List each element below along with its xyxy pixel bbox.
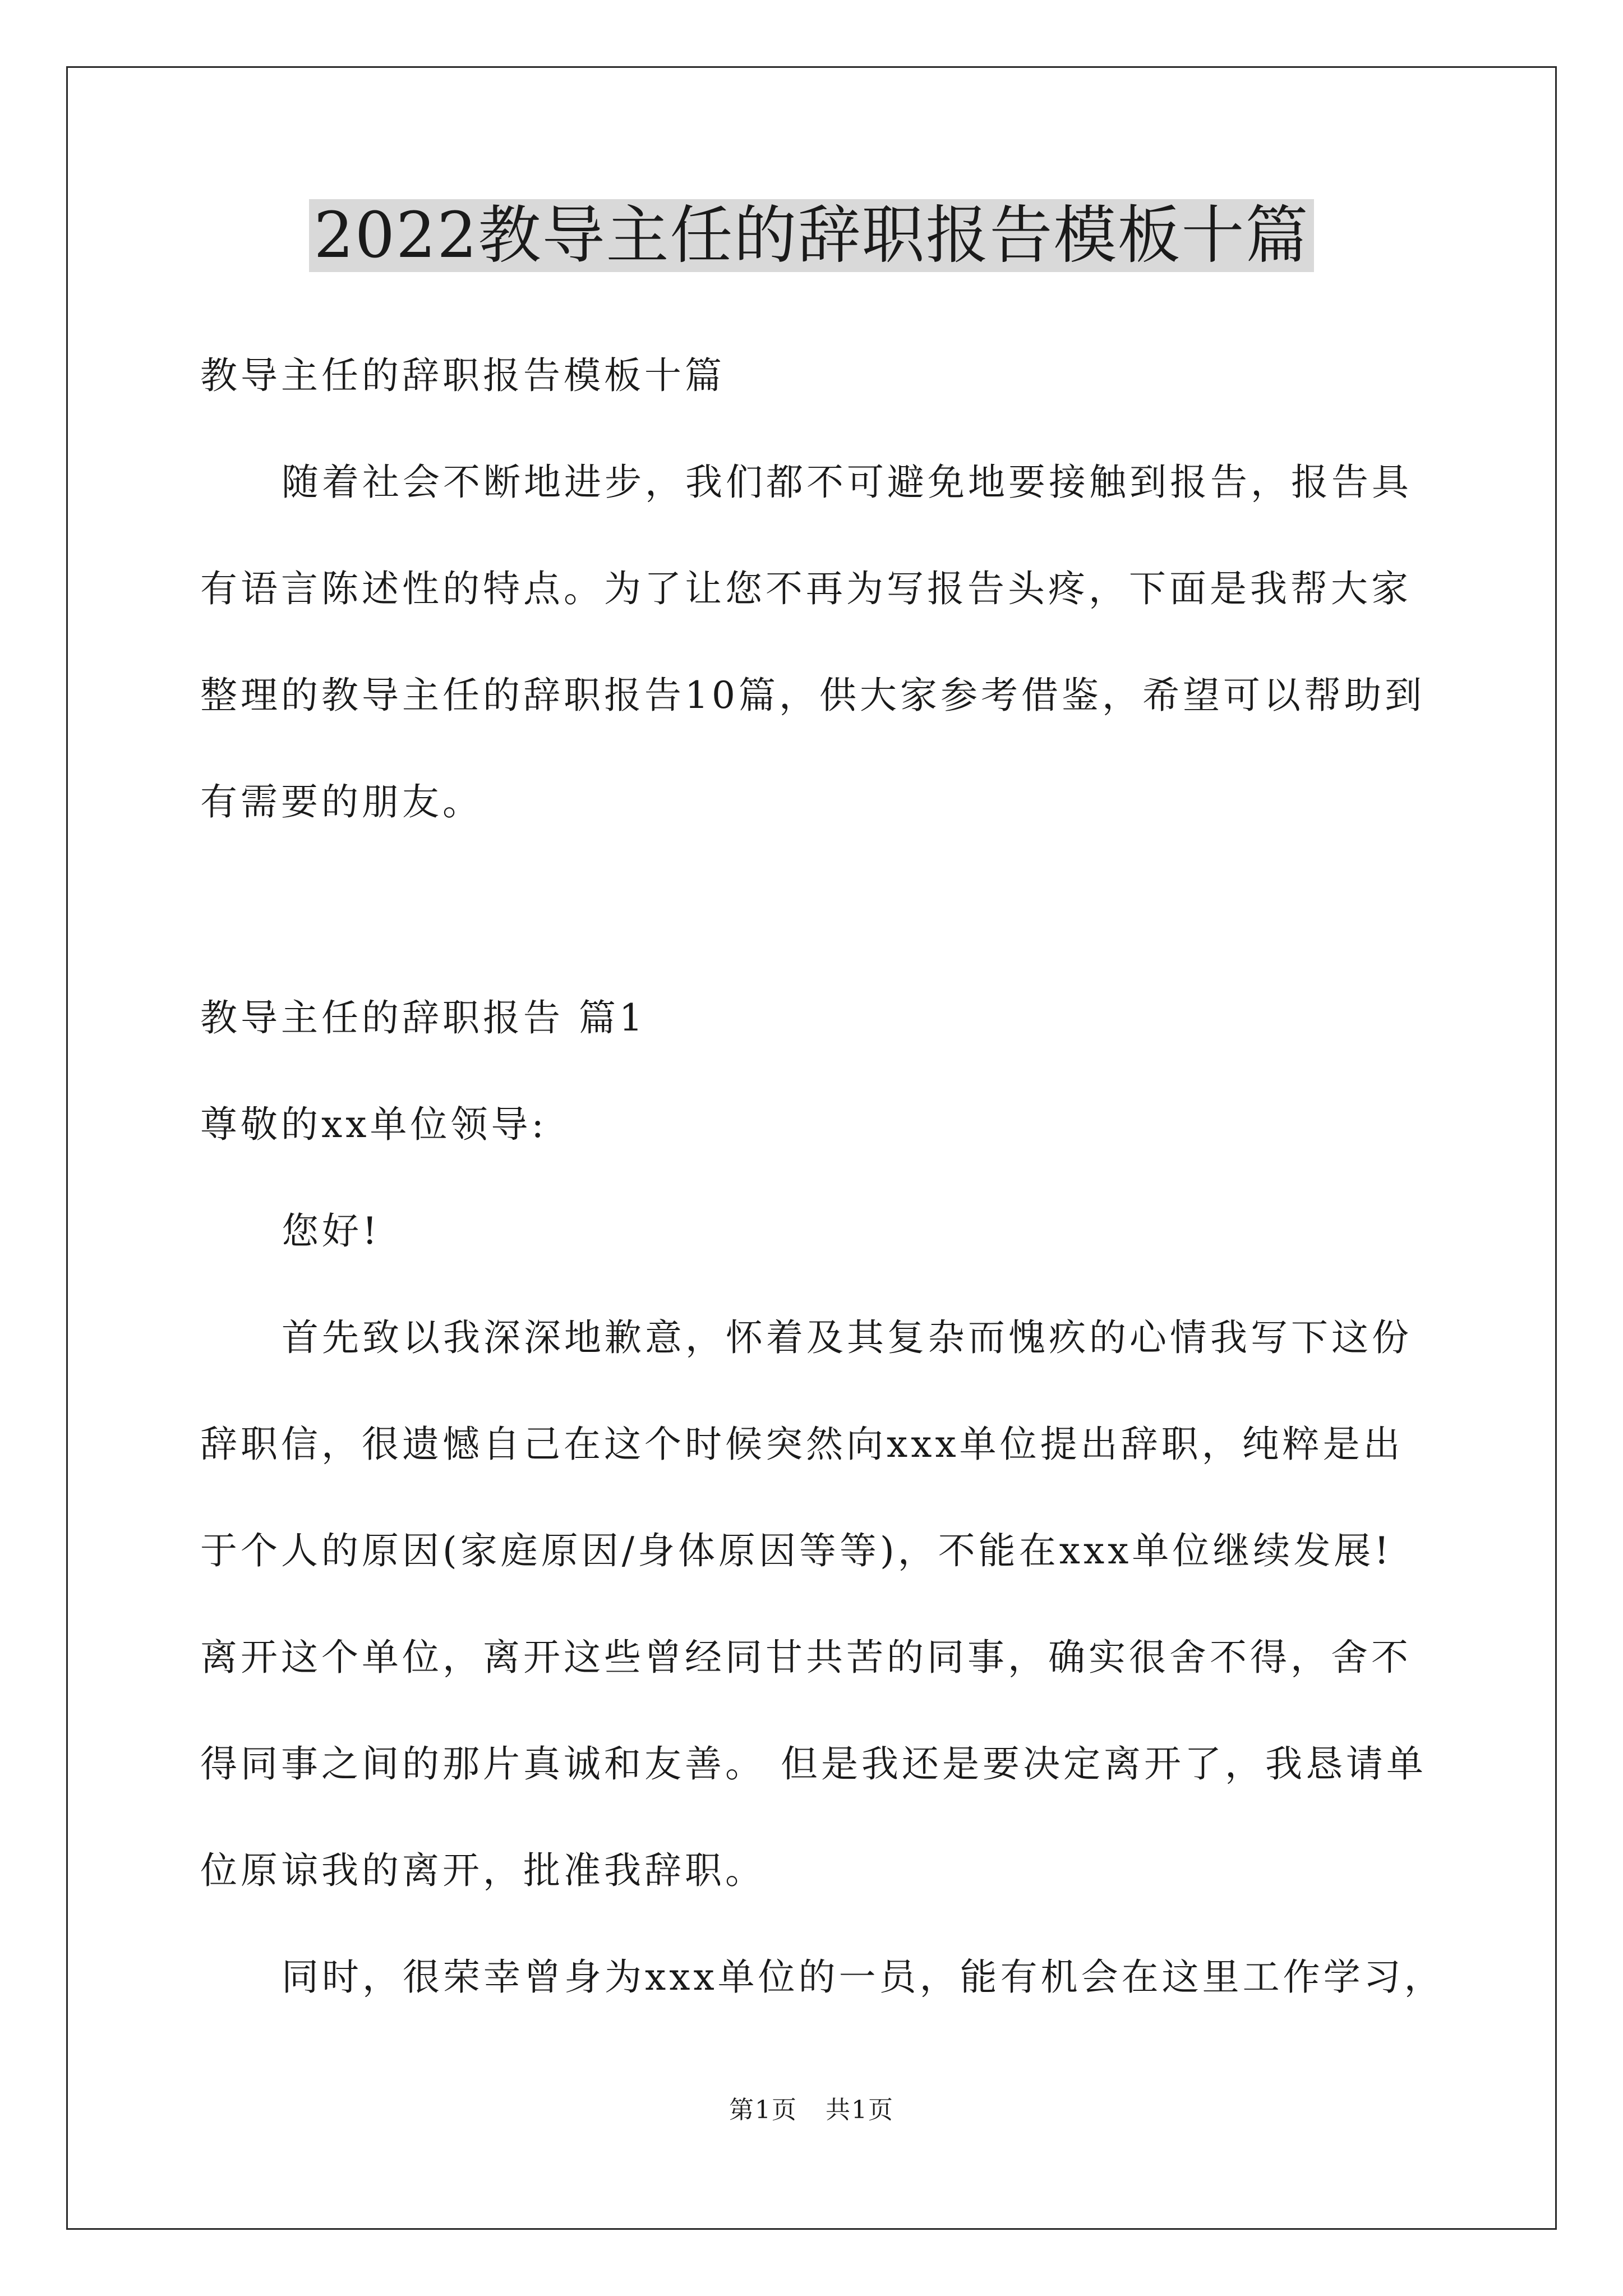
intro-line-1: 随着社会不断地进步，我们都不可避免地要接触到报告，报告具	[282, 461, 1412, 504]
subtitle-line: 教导主任的辞职报告模板十篇	[200, 354, 725, 397]
body-line-5: 得同事之间的那片真诚和友善。 但是我还是要决定离开了，我恳请单	[200, 1742, 1427, 1786]
page-number: 第1页	[729, 2096, 797, 2124]
page-footer	[0, 2093, 1623, 2127]
body-line-4: 离开这个单位，离开这些曾经同甘共苦的同事，确实很舍不得，舍不	[200, 1636, 1412, 1679]
body-line-3: 于个人的原因(家庭原因/身体原因等等)，不能在xxx单位继续发展!	[200, 1529, 1393, 1572]
body-line-6: 位原谅我的离开，批准我辞职。	[200, 1849, 766, 1892]
body-line-1: 首先致以我深深地歉意，怀着及其复杂而愧疚的心情我写下这份	[282, 1316, 1412, 1359]
intro-line-4: 有需要的朋友。	[200, 780, 483, 823]
page-total: 共1页	[826, 2096, 894, 2124]
document-title-text: 2022教导主任的辞职报告模板十篇	[309, 199, 1313, 272]
document-title	[0, 194, 1623, 278]
intro-line-3: 整理的教导主任的辞职报告10篇，供大家参考借鉴，希望可以帮助到	[200, 674, 1425, 717]
greeting-line: 您好!	[282, 1209, 381, 1253]
body-line-7: 同时，很荣幸曾身为xxx单位的一员，能有机会在这里工作学习，	[282, 1955, 1445, 1999]
section-heading: 教导主任的辞职报告 篇1	[200, 996, 646, 1039]
salutation-line: 尊敬的xx单位领导:	[200, 1103, 547, 1146]
body-line-2: 辞职信，很遗憾自己在这个时候突然向xxx单位提出辞职，纯粹是出	[200, 1423, 1404, 1466]
intro-line-2: 有语言陈述性的特点。为了让您不再为写报告头疼，下面是我帮大家	[200, 567, 1412, 610]
